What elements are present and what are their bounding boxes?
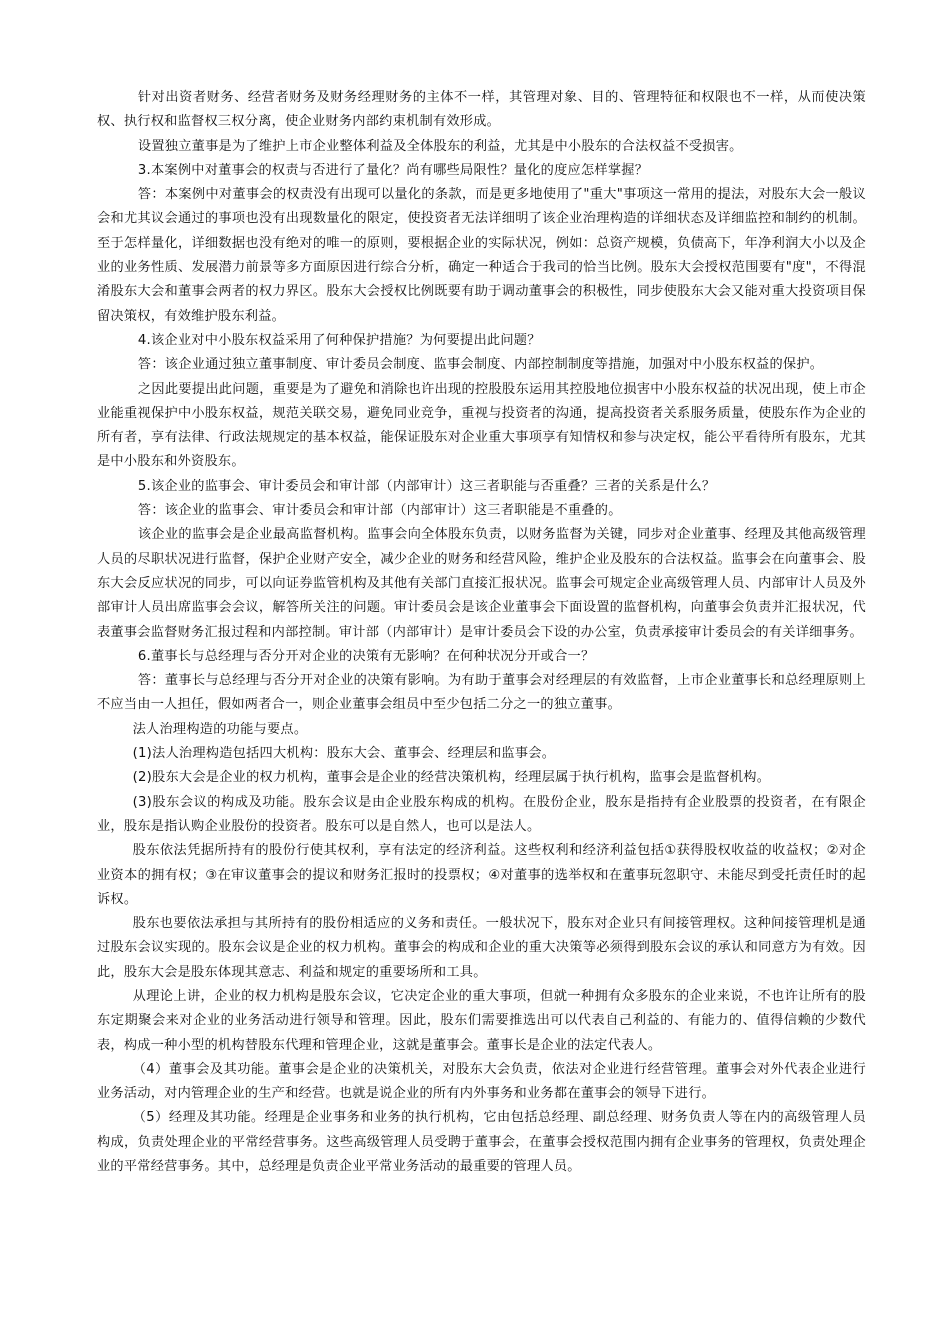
answer-3: 答：本案例中对董事会的权责没有出现可以量化的条款，而是更多地使用了"重大"事项这一常用的提法，对股东大会一般议会和尤其议会通过的事项也没有出现数量化的限定，使投资者无法详细明了该企业治理构造的详细状态及详细监控和制约的机制。至于怎样量化，详细数据也没有绝对的唯一的原则，要根据企业的实际状况，例如：总资产规模，负债高下，年净利润大小以及企业的业务性质、发展潜力前景等多方面原因进行综合分析，确定一种适合于我司的恰当比例。股东大会授权范围要有"度"，不得混淆股东大会和董事会两者的权力界区。股东大会授权比例既要有助于调动董事会的积极性，同步使股东大会又能对重大投资项目保留决策权，有效维护股东利益。 xyxy=(97,187,866,324)
question-3: 3.本案例中对董事会的权责与否进行了量化？尚有哪些局限性？量化的度应怎样掌握？ xyxy=(137,162,649,178)
point-3: (3)股东会议的构成及功能。股东会议是由企业股东构成的机构。在股份企业，股东是指持有企业股票的投资者，在有限企业，股东是指认购企业股份的投资者。股东可以是自然人，也可以是法人。 xyxy=(97,794,866,834)
point-1: (1)法人治理构造包括四大机构：股东大会、董事会、经理层和监事会。 xyxy=(132,746,556,762)
paragraph-shareholder-rights: 股东依法凭据所持有的股份行使其权利，享有法定的经济利益。这些权利和经济利益包括①获得股权收益的收益权；②对企业资本的拥有权；③在审议董事会的提议和财务汇报时的投票权；④对董事的选举权和在董事玩忽职守、未能尽到受托责任时的起诉权。 xyxy=(97,843,866,907)
point-4: （4）董事会及其功能。董事会是企业的决策机关，对股东大会负责，依法对企业进行经营管理。董事会对外代表企业进行业务活动，对内管理企业的生产和经营。也就是说企业的所有内外事务和业务都在董事会的领导下进行。 xyxy=(97,1061,866,1102)
answer-4: 答：该企业通过独立董事制度、审计委员会制度、监事会制度、内部控制制度等措施，加强对中小股东权益的保护。 xyxy=(137,357,824,373)
paragraph-board-theory: 从理论上讲，企业的权力机构是股东会议，它决定企业的重大事项，但就一种拥有众多股东的企业来说，不也许让所有的股东定期聚会来对企业的业务活动进行领导和管理。因此，股东们需要推选出可以代表自己利益的、有能力的、值得信赖的少数代表，构成一种小型的机构替股东代理和管理企业，这就是董事会。董事长是企业的法定代表人。 xyxy=(97,988,866,1053)
answer-4-reason: 之因此要提出此问题，重要是为了避免和消除也许出现的控股股东运用其控股地位损害中小股东权益的状况出现，使上市企业能重视保护中小股东权益，规范关联交易，避免同业竞争，重视与投资者的沟通，提高投资者关系服务质量，使股东作为企业的所有者，享有法律、行政法规规定的基本权益，能保证股东对企业重大事项享有知情权和参与决定权，能公平看待所有股东，尤其是中小股东和外资股东。 xyxy=(97,381,866,470)
question-5: 5.该企业的监事会、审计委员会和审计部（内部审计）这三者职能与否重叠？三者的关系是什么？ xyxy=(137,478,716,494)
answer-5-detail: 该企业的监事会是企业最高监督机构。监事会向全体股东负责，以财务监督为关键，同步对企业董事、经理及其他高级管理人员的尽职状况进行监督，保护企业财产安全，减少企业的财务和经营风险，维护企业及股东的合法权益。监事会在向董事会、股东大会反应状况的同步，可以向证券监管机构及其他有关部门直接汇报状况。监事会可规定企业高级管理人员、内部审计人员及外部审计人员出席监事会会议，解答所关注的问题。审计委员会是该企业董事会下面设置的监督机构，向董事会负责并汇报状况，代表董事会监督财务汇报过程和内部控制。审计部（内部审计）是审计委员会下设的办公室，负责承接审计委员会的有关详细事务。 xyxy=(97,527,866,640)
point-5: （5）经理及其功能。经理是企业事务和业务的执行机构，它由包括总经理、副总经理、财务负责人等在内的高级管理人员构成，负责处理企业的平常经营事务。这些高级管理人员受聘于董事会，在董事会授权范围内拥有企业事务的管理权，负责处理企业的平常经营事务。其中，总经理是负责企业平常业务活动的最重要的管理人员。 xyxy=(97,1110,866,1175)
paragraph-three-powers: 针对出资者财务、经营者财务及财务经理财务的主体不一样，其管理对象、目的、管理特征和权限也不一样，从而使决策权、执行权和监督权三权分离，使企业财务内部约束机制有效形成。 xyxy=(97,90,866,130)
point-2: (2)股东大会是企业的权力机构，董事会是企业的经营决策机构，经理层属于执行机构，监事会是监督机构。 xyxy=(132,770,771,786)
paragraph-independent-director: 设置独立董事是为了维护上市企业整体利益及全体股东的利益，尤其是中小股东的合法权益不受损害。 xyxy=(137,138,743,154)
section-heading-governance: 法人治理构造的功能与要点。 xyxy=(132,721,308,737)
question-4: 4.该企业对中小股东权益采用了何种保护措施？为何要提出此问题？ xyxy=(137,332,541,348)
paragraph-shareholder-duties: 股东也要依法承担与其所持有的股份相适应的义务和责任。一般状况下，股东对企业只有间接管理权。这种间接管理机是通过股东会议实现的。股东会议是企业的权力机构。董事会的构成和企业的重大决策等必须得到股东会议的承认和同意方为有效。因此，股东大会是股东体现其意志、利益和规定的重要场所和工具。 xyxy=(97,916,866,980)
answer-5: 答：该企业的监事会、审计委员会和审计部（内部审计）这三者职能是不重叠的。 xyxy=(137,503,622,519)
answer-6: 答：董事长与总经理与否分开对企业的决策有影响。为有助于董事会对经理层的有效监督，上市企业董事长和总经理原则上不应当由一人担任，假如两者合一，则企业董事会组员中至少包括二分之一的独立董事。 xyxy=(97,673,866,713)
question-6: 6.董事长与总经理与否分开对企业的决策有无影响？在何种状况分开或合一？ xyxy=(137,648,595,664)
